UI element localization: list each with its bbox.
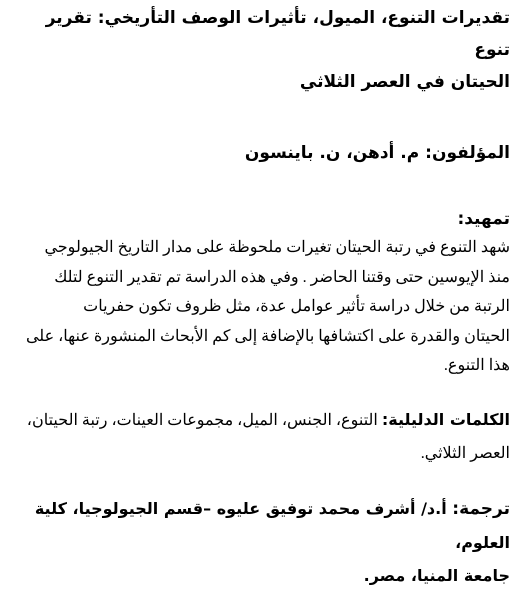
title-line-1: تقديرات التنوع، الميول، تأثيرات الوصف التأريخي: تقرير تنوع [45,8,510,60]
intro-line-5: هذا التنوع. [443,357,510,374]
translation-block [8,492,510,592]
translation-line-2: جامعة المنيا، مصر. [363,565,510,585]
intro-paragraph [8,233,510,381]
authors-line [8,138,510,168]
keywords-line-1 [8,403,510,437]
intro-line-2: منذ الإيوسين حتى وقتنا الحاضر . وفي هذه الدراسة تم تقدير التنوع لتلك [54,268,510,286]
translation-line-1 [8,492,510,559]
keywords-label: الكلمات الدليلية: [381,409,510,429]
keywords-block [8,403,510,470]
keywords-text: التنوع، الجنس، الميل، مجموعات العينات، رتبة الحيتان، [26,411,378,429]
translation-label: ترجمة: [452,498,510,519]
authors-names: م. أدهن، ن. باينسون [244,143,420,163]
keywords-line-2: العصر الثلاثي. [420,444,510,462]
intro-line-4: الحيتان والقدرة على اكتشافها بالإضافة إلى كم الأبحاث المنشورة عنها، على [25,327,510,345]
intro-heading: تمهيد: [457,209,510,229]
intro-line-1: شهد التنوع في رتبة الحيتان تغيرات ملحوظة على مدار التاريخ الجيولوجي [44,239,510,256]
authors-label: المؤلفون: [425,143,510,163]
document-title [8,2,510,98]
title-line-2: الحيتان في العصر الثلاثي [299,72,510,92]
intro-line-3: الرتبة من خلال دراسة تأثير عوامل عدة، مثل ظروف تكون حفريات [83,298,510,315]
translator-info: أ.د/ أشرف محمد توفيق عليوه –قسم الجيولوجيا، كلية العلوم، [34,498,510,552]
